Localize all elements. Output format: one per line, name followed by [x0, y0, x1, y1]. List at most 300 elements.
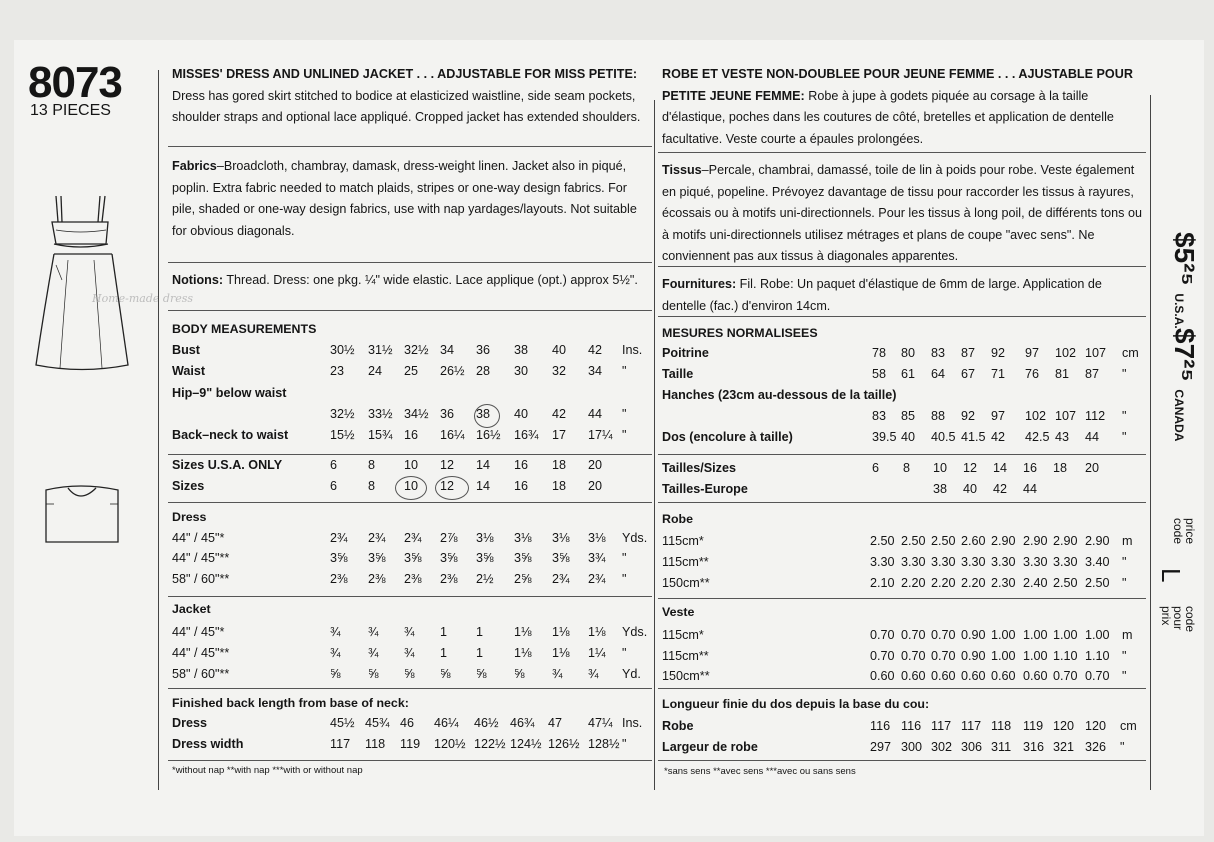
size-10-circle — [395, 476, 427, 500]
fr-rule-2 — [658, 266, 1146, 267]
en-cell: 26½ — [440, 364, 465, 378]
fr-unit: " — [1122, 576, 1127, 590]
en-notions-text: Thread. Dress: one pkg. ¼" wide elastic. Lace applique (opt.) approx 5½". — [223, 273, 638, 287]
fr-cell: 88 — [931, 409, 946, 423]
en-cell: 2⅝ — [514, 572, 532, 586]
fr-cell: 2.90 — [1085, 534, 1110, 548]
fr-cell: 0.70 — [870, 649, 895, 663]
fr-rule-sizes — [658, 454, 1146, 455]
en-cell: 42 — [552, 407, 567, 421]
fr-unit: " — [1120, 740, 1125, 754]
en-rule-bottom — [168, 760, 652, 761]
fr-cell: 117 — [931, 719, 952, 733]
fr-cell: 6 — [872, 461, 880, 475]
en-cell: 16 — [514, 458, 529, 472]
fr-row-label: 115cm* — [662, 534, 704, 548]
fr-cell: 87 — [961, 346, 976, 360]
en-cell: 1 — [440, 625, 448, 639]
en-cell: 3⅛ — [476, 531, 494, 545]
fr-cell: 40.5 — [931, 430, 956, 444]
en-cell: ¾ — [404, 625, 415, 639]
fr-cell: 2.30 — [991, 576, 1016, 590]
en-unit: Yds. — [622, 625, 648, 639]
en-cell: 6 — [330, 458, 338, 472]
fr-cell: 2.20 — [961, 576, 986, 590]
fr-cell: 2.10 — [870, 576, 895, 590]
fr-cell: 3.30 — [991, 555, 1016, 569]
en-cell: 3⅛ — [552, 531, 570, 545]
price-canada-value: $7²⁵ — [1169, 328, 1200, 382]
fr-cell: 43 — [1055, 430, 1070, 444]
en-cell: 38 — [476, 407, 491, 421]
en-cell: 16 — [514, 479, 529, 493]
fr-cell: 38 — [933, 482, 948, 496]
en-cell: ⅝ — [330, 667, 341, 681]
en-cell: 46¾ — [510, 716, 535, 730]
en-cell: 17¼ — [588, 428, 613, 442]
en-cell: 122½ — [474, 737, 506, 751]
fr-cell: 61 — [901, 367, 916, 381]
fr-cell: 0.70 — [1053, 669, 1078, 683]
en-cell: 46 — [400, 716, 415, 730]
fr-cell: 297 — [870, 740, 892, 754]
price-code-label-fr: code pour prix — [1159, 606, 1197, 633]
en-cell: 32½ — [330, 407, 355, 421]
price-code-label: price code — [1171, 518, 1197, 545]
en-unit: " — [622, 364, 627, 378]
fr-cell: 3.40 — [1085, 555, 1110, 569]
en-cell: 2⅜ — [330, 572, 348, 586]
en-row-label: Sizes U.S.A. ONLY — [172, 458, 283, 472]
en-notions — [172, 270, 652, 292]
en-cell: 36 — [440, 407, 455, 421]
en-cell: ⅝ — [476, 667, 487, 681]
fr-cell: 3.30 — [1023, 555, 1048, 569]
fr-cell: 42 — [991, 430, 1006, 444]
fr-cell: 20 — [1085, 461, 1100, 475]
fr-row-label: Tailles-Europe — [662, 482, 748, 496]
en-cell: 3⅝ — [552, 551, 570, 565]
fr-description-text: Robe à jupe à godets piquée au corsage à la taille d'élastique, poches dans les coutures de côté, bretelles et application de dentelle facultative. Veste courte a épaules prolongées. — [662, 88, 1114, 146]
en-row-label: 44" / 45"** — [172, 646, 230, 660]
en-cell: 1⅛ — [514, 625, 532, 639]
fr-cell: 2.50 — [901, 534, 926, 548]
fr-dress-title: Robe — [662, 512, 693, 526]
fr-unit: " — [1122, 649, 1127, 663]
en-cell: 3⅛ — [514, 531, 532, 545]
en-body-measurements-title: BODY MEASUREMENTS — [172, 322, 317, 336]
en-cell: 10 — [404, 458, 419, 472]
en-cell: 10 — [404, 479, 419, 493]
en-row-label: Bust — [172, 343, 200, 357]
en-cell: 3⅝ — [514, 551, 532, 565]
en-row-label: 58" / 60"** — [172, 572, 230, 586]
fr-cell: 76 — [1025, 367, 1040, 381]
fr-cell: 0.60 — [870, 669, 895, 683]
fr-footnote: *sans sens **avec sens ***avec ou sans sens — [664, 766, 856, 777]
en-rule-1 — [168, 146, 652, 147]
en-cell: 6 — [330, 479, 338, 493]
fr-cell: 39.5 — [872, 430, 897, 444]
fr-cell: 119 — [1023, 719, 1044, 733]
fr-row-label: 150cm** — [662, 669, 710, 683]
en-cell: 2⅜ — [440, 572, 458, 586]
price-usa-value: $5²⁵ — [1169, 232, 1200, 286]
fr-row-label: Largeur de robe — [662, 740, 758, 754]
en-cell: ⅝ — [368, 667, 379, 681]
fr-cell: 42 — [993, 482, 1008, 496]
fr-cell: 71 — [991, 367, 1006, 381]
fr-unit: " — [1122, 367, 1127, 381]
fr-title: ROBE ET VESTE NON-DOUBLEE POUR JEUNE FEMME . . . AJUSTABLE POUR PETITE JEUNE FEMME: — [662, 67, 1133, 103]
en-cell: ¾ — [330, 646, 341, 660]
en-cell: 12 — [440, 479, 455, 493]
en-unit: " — [622, 572, 627, 586]
fr-cell: 0.70 — [931, 649, 956, 663]
en-cell: 3⅝ — [440, 551, 458, 565]
fr-cell: 1.00 — [1085, 628, 1110, 642]
en-cell: 20 — [588, 479, 603, 493]
pieces-count: 13 PIECES — [30, 102, 111, 119]
en-fabrics — [172, 156, 652, 242]
fr-cell: 83 — [872, 409, 887, 423]
en-cell: 2¾ — [404, 531, 422, 545]
en-row-label: 58" / 60"** — [172, 667, 230, 681]
fr-cell: 3.30 — [931, 555, 956, 569]
en-cell: 34 — [588, 364, 603, 378]
price-canada-label: CANADA — [1172, 389, 1186, 442]
en-cell: 16¼ — [440, 428, 465, 442]
fr-cell: 321 — [1053, 740, 1075, 754]
fr-cell: 2.20 — [901, 576, 926, 590]
en-cell: 1 — [476, 625, 484, 639]
pattern-number: 8073 — [28, 58, 122, 107]
fr-unit: " — [1122, 555, 1127, 569]
en-cell: 1⅛ — [552, 625, 570, 639]
price-canada — [1168, 328, 1200, 441]
price-code-value: L — [1156, 568, 1186, 583]
fr-cell: 2.50 — [1053, 576, 1078, 590]
en-cell: 45¾ — [365, 716, 390, 730]
en-cell: 47¼ — [588, 716, 613, 730]
hip-38-circle — [474, 404, 500, 428]
fr-cell: 0.70 — [1085, 669, 1110, 683]
en-row-label: Dress width — [172, 737, 244, 751]
en-cell: 16 — [404, 428, 419, 442]
en-rule-2 — [168, 262, 652, 263]
fr-cell: 0.60 — [1023, 669, 1048, 683]
en-cell: 1 — [476, 646, 484, 660]
fr-cell: 102 — [1055, 346, 1077, 360]
en-cell: 25 — [404, 364, 419, 378]
fr-cell: 10 — [933, 461, 948, 475]
fr-cell: 14 — [993, 461, 1008, 475]
en-cell: 2¾ — [368, 531, 386, 545]
en-cell: 44 — [588, 407, 603, 421]
fr-cell: 44 — [1085, 430, 1100, 444]
fr-unit: m — [1122, 534, 1133, 548]
en-cell: 124½ — [510, 737, 542, 751]
fr-cell: 0.90 — [961, 628, 986, 642]
fr-cell: 16 — [1023, 461, 1038, 475]
fr-cell: 97 — [991, 409, 1006, 423]
fr-cell: 300 — [901, 740, 923, 754]
en-finished-title: Finished back length from base of neck: — [172, 696, 409, 710]
fr-cell: 3.30 — [1053, 555, 1078, 569]
right-divider — [1150, 95, 1151, 790]
fr-row-label: 150cm** — [662, 576, 710, 590]
fr-cell: 116 — [901, 719, 922, 733]
en-cell: 1⅛ — [552, 646, 570, 660]
fr-cell: 41.5 — [961, 430, 986, 444]
en-cell: 117 — [330, 737, 351, 751]
fr-row-label: Poitrine — [662, 346, 709, 360]
en-cell: 24 — [368, 364, 383, 378]
en-cell: ¾ — [588, 667, 599, 681]
fr-unit: " — [1122, 430, 1127, 444]
en-cell: 2½ — [476, 572, 494, 586]
en-cell: 1⅛ — [514, 646, 532, 660]
fr-rule-finished — [658, 688, 1146, 689]
handwritten-note: Home-made dress — [92, 292, 194, 305]
fr-cell: 2.50 — [931, 534, 956, 548]
fr-cell: 92 — [991, 346, 1006, 360]
fr-cell: 92 — [961, 409, 976, 423]
size-12-circle — [435, 476, 469, 500]
fr-cell: 3.30 — [961, 555, 986, 569]
fr-fabrics — [662, 160, 1146, 268]
en-cell: 34½ — [404, 407, 429, 421]
fr-cell: 1.00 — [991, 628, 1016, 642]
en-dress-title: Dress — [172, 510, 207, 524]
en-cell: ¾ — [552, 667, 563, 681]
fr-description — [662, 64, 1146, 150]
en-cell: 32 — [552, 364, 567, 378]
en-cell: 30½ — [330, 343, 355, 357]
fr-cell: 112 — [1085, 409, 1106, 423]
en-cell: 33½ — [368, 407, 393, 421]
fr-cell: 3.30 — [870, 555, 895, 569]
en-notions-label: Notions: — [172, 273, 224, 287]
fr-cell: 0.70 — [870, 628, 895, 642]
price-usa — [1168, 232, 1200, 329]
en-rule-sizes — [168, 454, 652, 455]
en-cell: 14 — [476, 479, 491, 493]
en-cell: 40 — [552, 343, 567, 357]
en-row-label: 44" / 45"** — [172, 551, 230, 565]
en-cell: 18 — [552, 479, 567, 493]
en-unit: Ins. — [622, 343, 643, 357]
en-row-label: Sizes — [172, 479, 205, 493]
en-cell: 8 — [368, 458, 376, 472]
fr-cell: 120 — [1053, 719, 1075, 733]
en-cell: 8 — [368, 479, 376, 493]
en-description — [172, 64, 650, 129]
en-cell: 15¾ — [368, 428, 393, 442]
en-cell: ¾ — [404, 646, 415, 660]
en-cell: 12 — [440, 458, 455, 472]
fr-rule-3 — [658, 316, 1146, 317]
en-cell: 3⅝ — [404, 551, 422, 565]
fr-cell: 0.60 — [991, 669, 1016, 683]
fr-rule-1 — [658, 152, 1146, 153]
en-cell: 17 — [552, 428, 567, 442]
fr-cell: 0.60 — [901, 669, 926, 683]
fr-cell: 118 — [991, 719, 1012, 733]
en-cell: 16¾ — [514, 428, 539, 442]
en-row-label: 44" / 45"* — [172, 625, 225, 639]
en-cell: 38 — [514, 343, 529, 357]
en-cell: 1¼ — [588, 646, 606, 660]
fr-cell: 0.60 — [931, 669, 956, 683]
en-unit: Yd. — [622, 667, 641, 681]
fr-cell: 12 — [963, 461, 978, 475]
en-cell: 2⅜ — [368, 572, 386, 586]
fr-cell: 40 — [901, 430, 916, 444]
en-description-text: Dress has gored skirt stitched to bodice at elasticized waistline, side seam pockets, shoulder straps and optional lace appliqué. Cropped jacket has extended shoulders. — [172, 88, 641, 124]
en-cell: 36 — [476, 343, 491, 357]
en-rule-3 — [168, 310, 652, 311]
fr-cell: 0.70 — [901, 649, 926, 663]
en-cell: ¾ — [330, 625, 341, 639]
fr-cell: 102 — [1025, 409, 1047, 423]
en-cell: 1⅛ — [588, 625, 606, 639]
fr-cell: 0.70 — [931, 628, 956, 642]
en-cell: 2¾ — [330, 531, 348, 545]
en-cell: 128½ — [588, 737, 620, 751]
fr-cell: 0.90 — [961, 649, 986, 663]
en-cell: 46¼ — [434, 716, 459, 730]
fr-fabrics-text: –Percale, chambrai, damassé, toile de lin à poids pour robe. Veste également en piqué, popeline. Prévoyez davantage de tissu pour raccorder les tissus à rayures, écossais ou à motifs uni-directionnels. Pour les tissus à long poil, de différents tons ou à motifs uni-directionnels utilisez métrages et plans de coupe "avec sens". Ne conviennent pas aux tissus à diagonales apparentes. — [662, 163, 1142, 263]
fr-cell: 67 — [961, 367, 976, 381]
en-unit: " — [622, 737, 627, 751]
fr-cell: 2.20 — [931, 576, 956, 590]
en-cell: 118 — [365, 737, 386, 751]
fr-row-label: 115cm* — [662, 628, 704, 642]
en-unit: " — [622, 428, 627, 442]
fr-unit: cm — [1120, 719, 1137, 733]
en-cell: ⅝ — [514, 667, 525, 681]
fr-unit: cm — [1122, 346, 1139, 360]
fr-rule-dress — [658, 502, 1146, 503]
fr-cell: 40 — [963, 482, 978, 496]
en-unit: " — [622, 407, 627, 421]
en-row-label: 44" / 45"* — [172, 531, 225, 545]
fr-cell: 302 — [931, 740, 953, 754]
fr-rule-jacket — [658, 598, 1146, 599]
fr-rule-bottom — [658, 760, 1146, 761]
fr-cell: 2.60 — [961, 534, 986, 548]
fr-notions — [662, 274, 1146, 317]
left-divider — [158, 70, 159, 790]
price-usa-label: U.S.A. — [1172, 293, 1186, 329]
en-footnote: *without nap **with nap ***with or without nap — [172, 765, 363, 776]
fr-cell: 120 — [1085, 719, 1107, 733]
center-divider — [654, 100, 655, 790]
en-cell: 20 — [588, 458, 603, 472]
en-cell: 120½ — [434, 737, 466, 751]
en-cell: ¾ — [368, 625, 379, 639]
fr-cell: 0.60 — [961, 669, 986, 683]
fr-fabrics-label: Tissus — [662, 163, 702, 177]
fr-row-label: 115cm** — [662, 649, 709, 663]
fr-cell: 78 — [872, 346, 887, 360]
en-row-label: Waist — [172, 364, 206, 378]
en-cell: 30 — [514, 364, 529, 378]
en-rule-finished — [168, 688, 652, 689]
fr-cell: 117 — [961, 719, 982, 733]
en-unit: " — [622, 551, 627, 565]
fr-cell: 58 — [872, 367, 887, 381]
en-cell: 2¾ — [588, 572, 606, 586]
en-cell: 34 — [440, 343, 455, 357]
fr-cell: 2.90 — [991, 534, 1016, 548]
fr-unit: m — [1122, 628, 1133, 642]
en-cell: 3⅝ — [368, 551, 386, 565]
fr-cell: 3.30 — [901, 555, 926, 569]
fr-cell: 116 — [870, 719, 891, 733]
en-cell: ⅝ — [440, 667, 451, 681]
fr-cell: 42.5 — [1025, 430, 1050, 444]
dress-illustration — [34, 190, 134, 376]
en-cell: ¾ — [368, 646, 379, 660]
en-fabrics-label: Fabrics — [172, 159, 217, 173]
en-cell: 16½ — [476, 428, 501, 442]
fr-row-label: Hanches (23cm au-dessous de la taille) — [662, 388, 897, 402]
en-cell: 1 — [440, 646, 448, 660]
fr-cell: 85 — [901, 409, 916, 423]
en-cell: 119 — [400, 737, 421, 751]
fr-cell: 316 — [1023, 740, 1045, 754]
fr-notions-label: Fournitures: — [662, 277, 737, 291]
fr-cell: 44 — [1023, 482, 1038, 496]
fr-cell: 1.00 — [1053, 628, 1078, 642]
fr-cell: 97 — [1025, 346, 1040, 360]
en-cell: 28 — [476, 364, 491, 378]
en-cell: 42 — [588, 343, 603, 357]
en-cell: 2⅞ — [440, 531, 458, 545]
fr-cell: 87 — [1085, 367, 1100, 381]
en-cell: 15½ — [330, 428, 355, 442]
en-unit: Ins. — [622, 716, 643, 730]
fr-cell: 2.40 — [1023, 576, 1048, 590]
fr-cell: 0.70 — [901, 628, 926, 642]
en-cell: 3⅝ — [330, 551, 348, 565]
en-cell: 45½ — [330, 716, 355, 730]
fr-row-label: 115cm** — [662, 555, 709, 569]
fr-cell: 2.90 — [1053, 534, 1078, 548]
en-cell: 14 — [476, 458, 491, 472]
fr-cell: 83 — [931, 346, 946, 360]
en-cell: 3⅛ — [588, 531, 606, 545]
en-cell: 31½ — [368, 343, 393, 357]
fr-cell: 2.90 — [1023, 534, 1048, 548]
en-cell: 2⅜ — [404, 572, 422, 586]
en-cell: 40 — [514, 407, 529, 421]
fr-row-label: Robe — [662, 719, 694, 733]
fr-cell: 107 — [1055, 409, 1077, 423]
fr-cell: 18 — [1053, 461, 1068, 475]
fr-cell: 1.00 — [1023, 649, 1048, 663]
fr-cell: 1.10 — [1085, 649, 1110, 663]
en-cell: 32½ — [404, 343, 429, 357]
en-cell: 126½ — [548, 737, 580, 751]
fr-cell: 64 — [931, 367, 946, 381]
fr-cell: 2.50 — [870, 534, 895, 548]
fr-cell: 107 — [1085, 346, 1107, 360]
fr-row-label: Tailles/Sizes — [662, 461, 736, 475]
en-fabrics-text: –Broadcloth, chambray, damask, dress-weight linen. Jacket also in piqué, poplin. Extra fabric needed to match plaids, stripes or one-way design fabrics. For pile, shaded or one-way design fabrics, use with nap yardages/layouts. Not suitable for obvious diagonals. — [172, 159, 637, 238]
